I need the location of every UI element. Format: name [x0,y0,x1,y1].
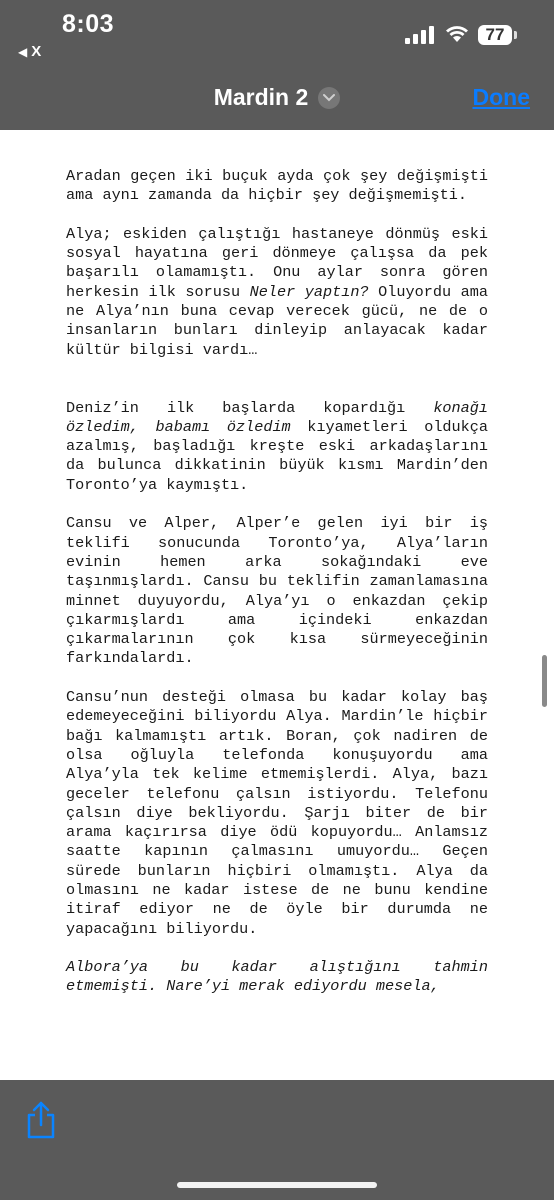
share-icon[interactable] [24,1100,58,1140]
done-button[interactable]: Done [472,84,530,110]
wifi-icon [444,23,470,43]
document-paragraph [66,167,488,206]
paragraph-text: Oluyordu ama ne Alya’nın buna cevap verecek gücü, ne de o insanların bunları dinleyip anlayacak kadar kültür bilgisi vardı… [66,282,489,359]
battery-level: 77 [485,25,505,44]
status-time: 8:03 [62,10,115,38]
paragraph-text: Alya; eskiden çalıştığı hastaneye dönmüş eski sosyal hayatına geri dönmeye çalışsa da pek başarılı olamamıştı. Onu aylar sonra gören herkesin ilk sorusu [66,224,488,301]
document-paragraph [66,399,488,495]
paragraph-text: Cansu’nun desteği olmasa bu kadar kolay baş edemeyeceğini biliyordu Alya. Mardin’le hiçbir bağı kalmamıştı artık. Boran, çok nadiren de olsa oğluyla telefonda konuşuyordu ama Alya’yla tek kelime etmemişlerdi. Alya, bazı geceler telefonu çalsın istiyordu. Telefonu çalsın diye bekliyordu. Şarjı biter de bir arama kaçırırsa diye ödü kopuyordu… Anlamsız saatte kapının çalmasını umuyordu… Geçen sürede bunların hiçbiri olmamıştı. Alya da olmasını ne kadar istese de ne bunu kendine itiraf ediyor ne de öyle bir durumda ne yapacağını biliyordu. [66,688,488,938]
paragraph-text: Aradan geçen iki buçuk ayda çok şey değişmişti ama aynı zamanda da hiçbir şey değişmemişti. [66,167,488,205]
document-paragraph [66,688,488,939]
nav-bar [0,70,554,130]
paragraph-text: Deniz’in ilk başlarda kopardığı [66,398,434,417]
italic-text: konağı özledim, babamı özledim [66,398,488,436]
document-title [0,84,554,111]
chevron-down-icon [323,94,335,102]
battery-icon [478,25,512,45]
document-paragraph [66,958,488,997]
back-to-app-link[interactable] [18,43,41,60]
home-indicator[interactable] [177,1182,377,1188]
title-menu-button[interactable] [318,87,340,109]
italic-text: Neler yaptın? [249,282,369,301]
bottom-toolbar [0,1080,554,1200]
paragraph-text: kıyametleri oldukça azalmış, başladığı kreşte eski arkadaşlarını da bulunca dikkatinin büyük kısmı Mardin’den Toronto’ya kaymıştı. [66,417,488,494]
scroll-indicator[interactable] [542,655,547,707]
status-bar [0,0,554,70]
cellular-signal-icon [405,26,435,44]
battery-tip [514,31,517,39]
title-text: Mardin 2 [213,84,309,110]
document-paragraph [66,514,488,668]
italic-text: Albora’ya bu kadar alıştığını tahmin etmemişti. Nare’yi merak ediyordu mesela, [66,958,488,996]
document-content [66,167,488,1016]
back-triangle-icon: ◀ [18,44,28,59]
document-paragraph [66,225,488,360]
document-page[interactable] [0,130,554,1080]
back-app-label: X [31,43,42,60]
paragraph-text: Cansu ve Alper, Alper’e gelen iyi bir iş teklifi sonucunda Toronto’ya, Alya’ların evinin hemen arka sokağındaki eve taşınmışlardı. Cansu bu teklifin zamanlamasına minnet duyuyordu, Alya’yı o enkazdan çekip çıkarmışlardı ama içindeki enkazdan çıkarmalarının çok kısa sürmeyeceğinin farkındalardı. [66,514,488,668]
